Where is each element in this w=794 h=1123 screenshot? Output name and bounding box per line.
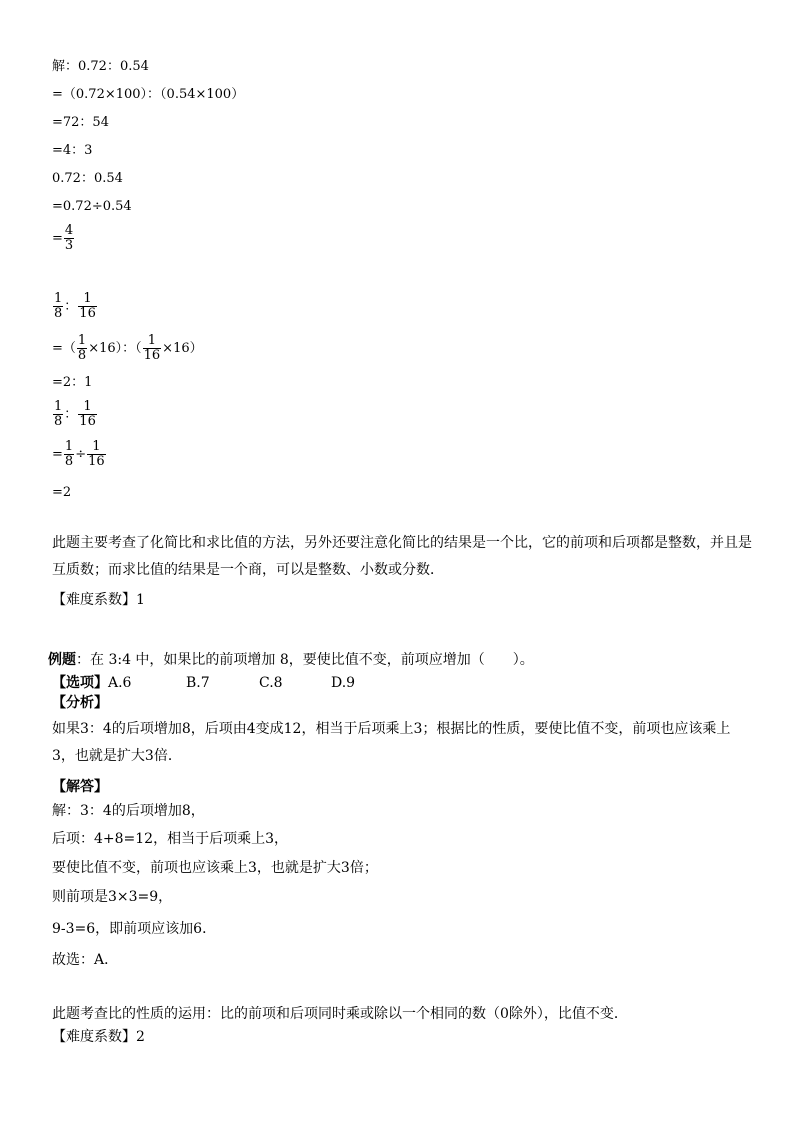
sol1-line7 [52, 224, 75, 253]
answer-line-2: 后项：4+8=12，相当于后项乘上3， [52, 831, 288, 847]
sol2-line1 [52, 292, 98, 321]
summary-paragraph-1: 此题主要考查了化简比和求比值的方法，另外还要注意化简比的结果是一个比，它的前项和后项都是整数，并且是互质数；而求比值的结果是一个商，可以是整数、小数或分数． [52, 535, 752, 578]
ratio-colon: ： [64, 299, 78, 314]
open-paren: =（ [52, 341, 76, 356]
fraction-1-8 [53, 400, 63, 429]
fraction-denominator: 8 [64, 454, 74, 469]
times-text: ×16） [162, 341, 203, 356]
difficulty-2: 【难度系数】2 [52, 1029, 145, 1045]
answer-line-3: 要使比值不变，前项也应该乘上3，也就是扩大3倍； [52, 860, 378, 876]
fraction-numerator: 1 [77, 333, 87, 348]
example-label: 例题 [48, 652, 76, 668]
fraction-1-16 [87, 440, 106, 469]
sol2-line4 [52, 400, 98, 429]
sol1-line1: 解：0.72：0.54 [52, 59, 149, 74]
equals-sign: = [52, 447, 63, 462]
fraction-denominator: 16 [143, 348, 161, 363]
sol2-line6: =2 [52, 485, 72, 500]
summary-paragraph-2: 此题考查比的性质的运用：比的前项和后项同时乘或除以一个相同的数（0除外），比值不变． [52, 1006, 628, 1022]
analysis-label: 【分析】 [52, 695, 108, 711]
fraction-1-8 [53, 292, 63, 321]
division-sign: ÷ [75, 447, 87, 462]
fraction-numerator: 1 [92, 439, 101, 454]
answer-line-4: 则前项是3×3=9， [52, 889, 173, 905]
ratio-colon: ： [64, 407, 78, 422]
option-c: C.8 [259, 675, 283, 691]
times-text: ×16）：（ [88, 341, 142, 356]
fraction-numerator: 1 [147, 333, 157, 348]
answer-line-6: 故选：A． [52, 952, 119, 968]
fraction-numerator: 4 [64, 223, 74, 238]
answer-line-1: 解：3：4的后项增加8， [52, 803, 205, 819]
options-label: 【选项】 [52, 675, 108, 691]
fraction-denominator: 8 [77, 348, 87, 363]
sol1-line3: =72：54 [52, 115, 109, 130]
sol1-line2: =（0.72×100）：（0.54×100） [52, 87, 245, 102]
equals-sign: = [52, 231, 63, 246]
sol2-line3: =2：1 [52, 375, 93, 390]
fraction-1-8 [77, 334, 87, 363]
sol2-line2 [52, 334, 203, 363]
fraction-denominator: 16 [79, 306, 96, 321]
fraction-4-3 [64, 224, 74, 253]
analysis-paragraph: 如果3：4的后项增加8，后项由4变成12，相当于后项乘上3；根据比的性质，要使比值不变，前项也应该乘上3，也就是扩大3倍． [52, 721, 731, 764]
fraction-1-8 [64, 440, 74, 469]
difficulty-1: 【难度系数】1 [52, 592, 145, 608]
fraction-numerator: 1 [54, 291, 63, 306]
sol2-line5 [52, 440, 107, 469]
sol1-line6: =0.72÷0.54 [52, 199, 132, 214]
example-text: ：在 3:4 中，如果比的前项增加 8，要使比值不变，前项应增加（ ）。 [76, 652, 534, 668]
option-b: B.7 [186, 675, 210, 691]
option-d: D.9 [331, 675, 356, 691]
example-question [48, 651, 534, 669]
fraction-denominator: 8 [54, 414, 63, 429]
sol1-line5: 0.72：0.54 [52, 171, 123, 186]
fraction-1-16 [78, 400, 97, 429]
fraction-1-16 [143, 334, 162, 363]
fraction-1-16 [78, 292, 97, 321]
fraction-numerator: 1 [83, 399, 92, 414]
fraction-numerator: 1 [83, 291, 92, 306]
fraction-numerator: 1 [54, 399, 63, 414]
options-row [52, 674, 355, 692]
fraction-denominator: 16 [79, 414, 96, 429]
sol1-line4: =4：3 [52, 143, 93, 158]
option-a: A.6 [108, 675, 132, 691]
fraction-numerator: 1 [64, 439, 74, 454]
fraction-denominator: 3 [64, 238, 74, 253]
answer-label: 【解答】 [52, 779, 108, 795]
answer-line-5: 9-3=6，即前项应该加6． [52, 921, 217, 937]
fraction-denominator: 16 [88, 454, 105, 469]
fraction-denominator: 8 [54, 306, 63, 321]
